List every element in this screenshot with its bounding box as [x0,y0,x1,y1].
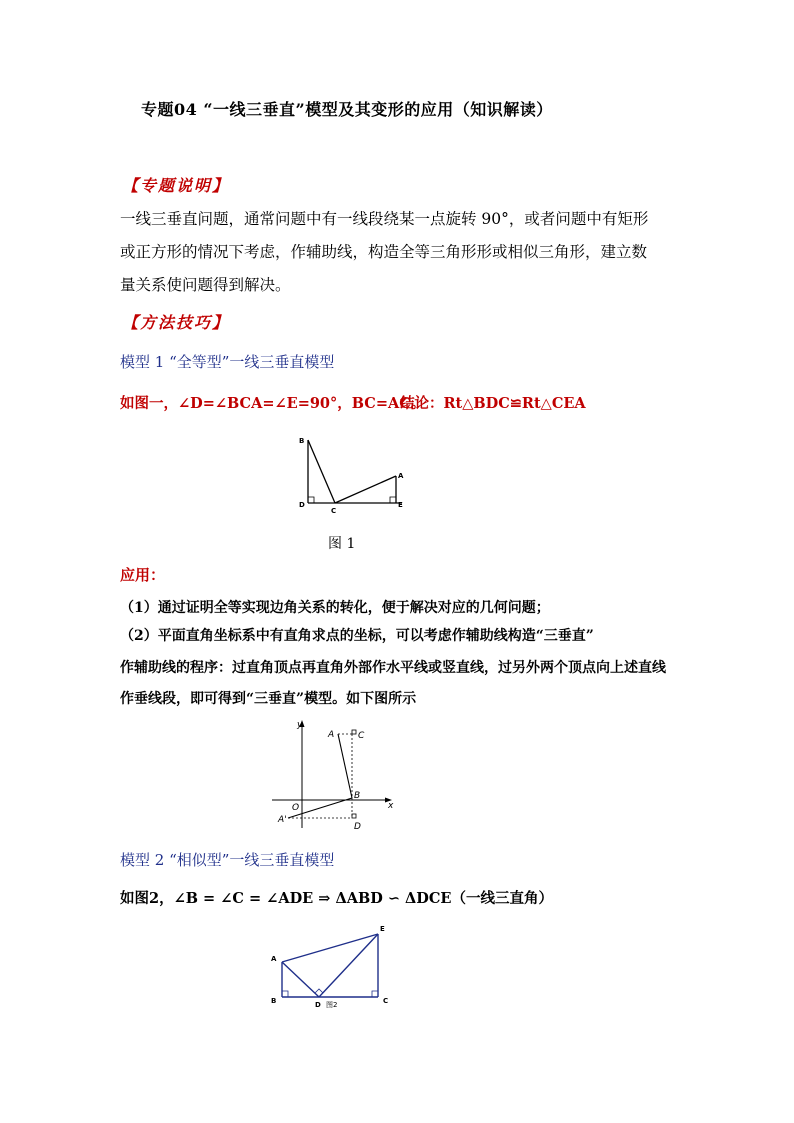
fig2-label-a: A [271,955,277,963]
coord-label-c: C [358,731,365,741]
explanation-line-3: 量关系使问题得到解决。 [120,276,291,294]
application-item-1: （1）通过证明全等实现边角关系的转化，便于解决对应的几何问题； [120,600,550,616]
model2-title: 模型 2 “相似型”一线三垂直模型 [120,851,335,869]
figure-1-diagram [290,430,420,515]
page-title: 专题04 “一线三垂直”模型及其变形的应用（知识解读） [141,100,553,119]
coord-label-o: O [292,803,300,813]
model1-title: 模型 1 “全等型”一线三垂直模型 [120,353,335,371]
coordinate-figure-diagram [268,718,398,836]
coord-label-x: x [388,801,394,811]
section-heading-explanation: 【专题说明】 [122,176,231,195]
fig2-label-e: E [380,925,385,933]
application-heading: 应用： [120,566,166,584]
fig1-label-e: E [398,501,403,509]
figure-1-caption: 图 1 [328,536,356,552]
figure-2-diagram [264,920,400,1012]
explanation-line-2: 或正方形的情况下考虑，作辅助线，构造全等三角形形或相似三角形，建立数 [120,243,648,261]
application-item-2: （2）平面直角坐标系中有直角求点的坐标，可以考虑作辅助线构造“三垂直” [120,628,594,644]
section-heading-methods: 【方法技巧】 [122,313,231,332]
fig2-label-b: B [271,997,277,1005]
fig1-label-d: D [299,501,305,509]
fig1-label-c: C [331,507,337,515]
fig2-label-c: C [383,997,389,1005]
coord-label-b: B [354,791,361,801]
procedure-line-1: 作辅助线的程序：过直角顶点再直角外部作水平线或竖直线，过另外两个顶点向上述直线 [120,660,666,676]
fig1-label-b: B [299,437,305,445]
coord-label-a-prime: A' [278,815,287,825]
fig2-label-d: D [315,1001,321,1009]
fig2-caption: 图2 [326,1001,338,1009]
coord-label-y: y [297,720,303,730]
explanation-paragraph [120,203,648,302]
coord-label-d: D [354,822,361,832]
model1-statement: 如图一，∠D=∠BCA=∠E=90°，BC=AC。 [120,395,426,412]
fig1-label-a: A [398,472,404,480]
model1-conclusion: 结论：Rt△BDC≌Rt△CEA [400,395,586,412]
coord-label-a: A [328,730,335,740]
explanation-line-1: 一线三垂直问题，通常问题中有一线段绕某一点旋转 90°，或者问题中有矩形 [120,210,649,228]
procedure-line-2: 作垂线段，即可得到“三垂直”模型。如下图所示 [120,691,417,707]
model2-statement: 如图2，∠B = ∠C = ∠ADE ⇒ ΔABD ∽ ΔDCE（一线三直角） [120,890,553,907]
